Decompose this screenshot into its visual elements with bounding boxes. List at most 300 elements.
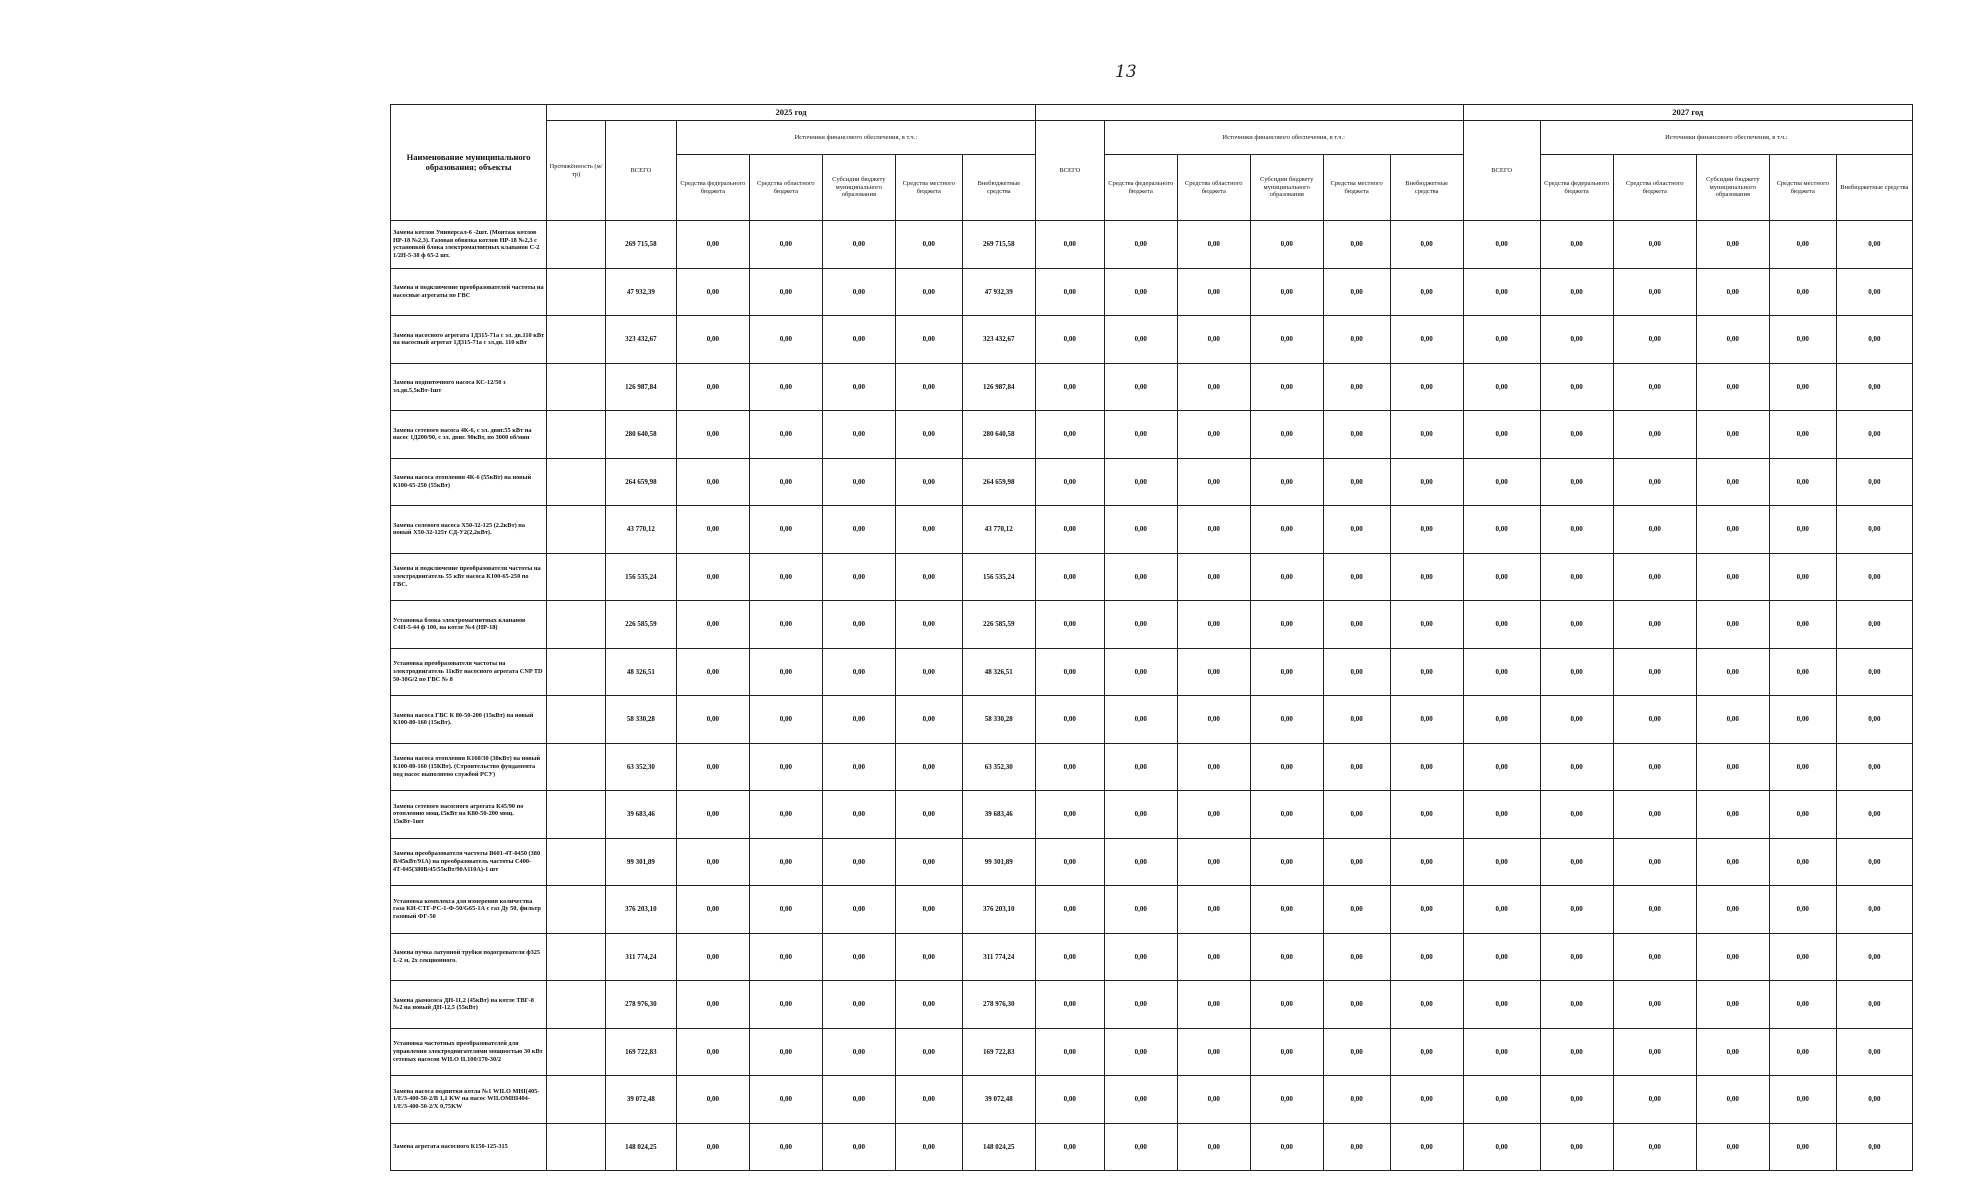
- source-2025-cell: 0,00: [822, 221, 895, 269]
- source-2026-cell: 0,00: [1177, 1028, 1250, 1076]
- source-2027-cell: 0,00: [1769, 743, 1836, 791]
- source-2027-cell: 0,00: [1769, 1123, 1836, 1171]
- source-2027-cell: 0,00: [1696, 1028, 1769, 1076]
- source-2025-cell: 0,00: [822, 363, 895, 411]
- source-2027-cell: 0,00: [1836, 933, 1912, 981]
- source-2026-cell: 0,00: [1104, 743, 1177, 791]
- source-2027-cell: 0,00: [1613, 316, 1696, 364]
- source-2027-cell: 0,00: [1613, 838, 1696, 886]
- source-2027-cell: 0,00: [1769, 601, 1836, 649]
- source-2027-cell: 0,00: [1613, 1028, 1696, 1076]
- source-2027-cell: 0,00: [1836, 981, 1912, 1029]
- source-2025-cell: 0,00: [749, 743, 822, 791]
- object-name-cell: Замена солевого насоса Х50-32-125 (2.2кВт) на новый Х50-32-125т СД-У2(2,2кВт).: [391, 506, 547, 554]
- source-2025-cell: 0,00: [676, 506, 749, 554]
- extrabudget-2025-cell: 39 683,46: [962, 791, 1035, 839]
- source-2027-cell: 0,00: [1540, 506, 1613, 554]
- total-2027-header: ВСЕГО: [1463, 121, 1540, 221]
- source-2027-cell: 0,00: [1836, 316, 1912, 364]
- source-2026-cell: 0,00: [1323, 981, 1390, 1029]
- source-2027-cell: 0,00: [1836, 791, 1912, 839]
- source-2025-cell: 0,00: [676, 1028, 749, 1076]
- source-2026-cell: 0,00: [1177, 363, 1250, 411]
- source-2026-cell: 0,00: [1177, 506, 1250, 554]
- total-2026-cell: 0,00: [1035, 791, 1104, 839]
- source-2026-cell: 0,00: [1390, 411, 1463, 459]
- source-2026-cell: 0,00: [1250, 268, 1323, 316]
- table-row: [391, 553, 1913, 601]
- source-2025-cell: 0,00: [895, 791, 962, 839]
- source-2026-cell: 0,00: [1323, 458, 1390, 506]
- total-2025-cell: 39 683,46: [605, 791, 676, 839]
- capacity-cell: [547, 363, 606, 411]
- capacity-cell: [547, 553, 606, 601]
- total-2025-cell: 63 352,30: [605, 743, 676, 791]
- source-2026-cell: 0,00: [1177, 791, 1250, 839]
- source-2025-cell: 0,00: [895, 838, 962, 886]
- source-2027-cell: 0,00: [1836, 363, 1912, 411]
- source-2026-cell: 0,00: [1177, 743, 1250, 791]
- total-2027-cell: 0,00: [1463, 1076, 1540, 1124]
- extrabudget-2025-cell: 264 659,98: [962, 458, 1035, 506]
- source-header-2026-1: Средства федерального бюджета: [1104, 155, 1177, 221]
- source-2026-cell: 0,00: [1177, 553, 1250, 601]
- source-2026-cell: 0,00: [1250, 886, 1323, 934]
- source-2027-cell: 0,00: [1696, 363, 1769, 411]
- source-2025-cell: 0,00: [895, 696, 962, 744]
- object-name-cell: Замена пучка латунной трубки подогревателя ф325 L-2 м, 2х секционного.: [391, 933, 547, 981]
- total-2027-cell: 0,00: [1463, 1123, 1540, 1171]
- total-2025-cell: 226 585,59: [605, 601, 676, 649]
- total-2025-cell: 269 715,58: [605, 221, 676, 269]
- source-2026-cell: 0,00: [1177, 886, 1250, 934]
- source-2026-cell: 0,00: [1177, 601, 1250, 649]
- total-2025-cell: 264 659,98: [605, 458, 676, 506]
- source-2025-cell: 0,00: [822, 696, 895, 744]
- source-2027-cell: 0,00: [1613, 553, 1696, 601]
- source-2025-cell: 0,00: [822, 791, 895, 839]
- total-2025-cell: 323 432,67: [605, 316, 676, 364]
- source-2027-cell: 0,00: [1769, 791, 1836, 839]
- source-2026-cell: 0,00: [1104, 268, 1177, 316]
- source-2027-cell: 0,00: [1540, 933, 1613, 981]
- source-2027-cell: 0,00: [1696, 838, 1769, 886]
- source-2026-cell: 0,00: [1390, 648, 1463, 696]
- table-row: [391, 791, 1913, 839]
- source-2027-cell: 0,00: [1769, 886, 1836, 934]
- extrabudget-2025-cell: 99 301,89: [962, 838, 1035, 886]
- capacity-cell: [547, 601, 606, 649]
- table-row: [391, 268, 1913, 316]
- source-2025-cell: 0,00: [895, 743, 962, 791]
- capacity-cell: [547, 221, 606, 269]
- source-2025-cell: 0,00: [822, 648, 895, 696]
- source-2025-cell: 0,00: [676, 648, 749, 696]
- table-body: [391, 221, 1913, 1171]
- source-2026-cell: 0,00: [1104, 1028, 1177, 1076]
- table-row: [391, 458, 1913, 506]
- capacity-cell: [547, 838, 606, 886]
- source-header-2026-5: Внебюджетные средства: [1390, 155, 1463, 221]
- total-2025-cell: 311 774,24: [605, 933, 676, 981]
- capacity-cell: [547, 1123, 606, 1171]
- source-2026-cell: 0,00: [1390, 933, 1463, 981]
- object-name-cell: Замена сетевого насосного агрегата К45/90 по отоплению мощ.15кВт на К80-50-200 мощ. 15кВт-1шт: [391, 791, 547, 839]
- total-2027-cell: 0,00: [1463, 506, 1540, 554]
- source-2025-cell: 0,00: [676, 221, 749, 269]
- source-2025-cell: 0,00: [895, 553, 962, 601]
- total-2027-cell: 0,00: [1463, 411, 1540, 459]
- capacity-cell: [547, 743, 606, 791]
- source-2025-cell: 0,00: [822, 838, 895, 886]
- source-2027-cell: 0,00: [1540, 1123, 1613, 1171]
- source-2026-cell: 0,00: [1177, 838, 1250, 886]
- total-2027-cell: 0,00: [1463, 221, 1540, 269]
- source-2025-cell: 0,00: [749, 363, 822, 411]
- capacity-cell: [547, 791, 606, 839]
- source-2027-cell: 0,00: [1696, 601, 1769, 649]
- source-2025-cell: 0,00: [749, 648, 822, 696]
- source-2025-cell: 0,00: [676, 791, 749, 839]
- total-2025-cell: 376 203,10: [605, 886, 676, 934]
- source-2025-cell: 0,00: [749, 458, 822, 506]
- extrabudget-2025-cell: 323 432,67: [962, 316, 1035, 364]
- total-2027-cell: 0,00: [1463, 791, 1540, 839]
- year-2025-header: 2025 год: [547, 105, 1036, 121]
- source-2025-cell: 0,00: [676, 1076, 749, 1124]
- source-2026-cell: 0,00: [1104, 221, 1177, 269]
- source-2025-cell: 0,00: [822, 553, 895, 601]
- table-row: [391, 838, 1913, 886]
- source-2027-cell: 0,00: [1613, 743, 1696, 791]
- source-2025-cell: 0,00: [895, 648, 962, 696]
- table-row: [391, 981, 1913, 1029]
- total-2025-cell: 169 722,83: [605, 1028, 676, 1076]
- capacity-cell: [547, 1028, 606, 1076]
- total-2027-cell: 0,00: [1463, 316, 1540, 364]
- source-2026-cell: 0,00: [1250, 506, 1323, 554]
- source-2027-cell: 0,00: [1613, 221, 1696, 269]
- source-2026-cell: 0,00: [1323, 601, 1390, 649]
- source-2026-cell: 0,00: [1390, 886, 1463, 934]
- source-2026-cell: 0,00: [1104, 411, 1177, 459]
- extrabudget-2025-cell: 47 932,39: [962, 268, 1035, 316]
- source-2026-cell: 0,00: [1177, 458, 1250, 506]
- source-2026-cell: 0,00: [1390, 838, 1463, 886]
- source-2027-cell: 0,00: [1836, 1123, 1912, 1171]
- source-2026-cell: 0,00: [1177, 648, 1250, 696]
- source-2025-cell: 0,00: [895, 506, 962, 554]
- source-2027-cell: 0,00: [1769, 696, 1836, 744]
- source-2027-cell: 0,00: [1540, 1028, 1613, 1076]
- total-2025-cell: 148 024,25: [605, 1123, 676, 1171]
- source-2026-cell: 0,00: [1390, 601, 1463, 649]
- source-2025-cell: 0,00: [749, 1076, 822, 1124]
- extrabudget-2025-cell: 148 024,25: [962, 1123, 1035, 1171]
- source-2025-cell: 0,00: [822, 601, 895, 649]
- table-row: [391, 506, 1913, 554]
- source-2025-cell: 0,00: [676, 411, 749, 459]
- financing-table: [390, 104, 1913, 1171]
- sources-2026-header: Источники финансового обеспечения, в т.ч.:: [1104, 121, 1463, 155]
- source-2026-cell: 0,00: [1177, 696, 1250, 744]
- source-2025-cell: 0,00: [822, 506, 895, 554]
- source-2027-cell: 0,00: [1613, 363, 1696, 411]
- source-2027-cell: 0,00: [1540, 981, 1613, 1029]
- source-2025-cell: 0,00: [895, 221, 962, 269]
- source-2027-cell: 0,00: [1540, 648, 1613, 696]
- object-name-cell: Замена дымососа ДН-11,2 (45кВт) на котле ТВГ-8 №2 на новый ДН-12,5 (55кВт): [391, 981, 547, 1029]
- total-2025-cell: 278 976,30: [605, 981, 676, 1029]
- total-2026-cell: 0,00: [1035, 411, 1104, 459]
- source-2026-cell: 0,00: [1177, 268, 1250, 316]
- source-2027-cell: 0,00: [1613, 268, 1696, 316]
- total-2026-cell: 0,00: [1035, 553, 1104, 601]
- source-2025-cell: 0,00: [895, 933, 962, 981]
- source-2026-cell: 0,00: [1104, 1076, 1177, 1124]
- source-2027-cell: 0,00: [1769, 221, 1836, 269]
- source-2026-cell: 0,00: [1323, 363, 1390, 411]
- source-2026-cell: 0,00: [1323, 1123, 1390, 1171]
- source-2025-cell: 0,00: [676, 601, 749, 649]
- source-2027-cell: 0,00: [1540, 221, 1613, 269]
- source-2027-cell: 0,00: [1696, 981, 1769, 1029]
- table-row: [391, 601, 1913, 649]
- source-2025-cell: 0,00: [749, 553, 822, 601]
- total-2026-cell: 0,00: [1035, 1028, 1104, 1076]
- source-2025-cell: 0,00: [822, 933, 895, 981]
- sources-2025-header: Источники финансового обеспечения, в т.ч.:: [676, 121, 1035, 155]
- source-2025-cell: 0,00: [822, 1028, 895, 1076]
- source-2027-cell: 0,00: [1836, 696, 1912, 744]
- source-2025-cell: 0,00: [749, 1028, 822, 1076]
- source-2026-cell: 0,00: [1323, 316, 1390, 364]
- source-header-2027-5: Внебюджетные средства: [1836, 155, 1912, 221]
- source-2027-cell: 0,00: [1696, 886, 1769, 934]
- source-2025-cell: 0,00: [895, 316, 962, 364]
- source-2027-cell: 0,00: [1769, 316, 1836, 364]
- source-2025-cell: 0,00: [749, 221, 822, 269]
- table-row: [391, 743, 1913, 791]
- total-2027-cell: 0,00: [1463, 933, 1540, 981]
- source-2025-cell: 0,00: [676, 553, 749, 601]
- total-2026-cell: 0,00: [1035, 981, 1104, 1029]
- source-2026-cell: 0,00: [1323, 411, 1390, 459]
- total-2027-cell: 0,00: [1463, 743, 1540, 791]
- source-2025-cell: 0,00: [822, 316, 895, 364]
- object-name-cell: Установка блока электромагнитных клапанов С4Н-5-44 ф 100, на котле №4 (НР-18): [391, 601, 547, 649]
- source-2027-cell: 0,00: [1769, 553, 1836, 601]
- source-2025-cell: 0,00: [676, 981, 749, 1029]
- source-2025-cell: 0,00: [895, 1028, 962, 1076]
- source-2026-cell: 0,00: [1390, 791, 1463, 839]
- total-2025-cell: 156 535,24: [605, 553, 676, 601]
- source-2027-cell: 0,00: [1696, 933, 1769, 981]
- source-2027-cell: 0,00: [1836, 458, 1912, 506]
- source-header-2025-5: Внебюджетные средства: [962, 155, 1035, 221]
- year-2027-header: 2027 год: [1463, 105, 1912, 121]
- source-2026-cell: 0,00: [1177, 981, 1250, 1029]
- source-2025-cell: 0,00: [676, 268, 749, 316]
- source-2026-cell: 0,00: [1390, 1123, 1463, 1171]
- capacity-cell: [547, 696, 606, 744]
- source-2026-cell: 0,00: [1323, 696, 1390, 744]
- source-2027-cell: 0,00: [1836, 411, 1912, 459]
- source-2027-cell: 0,00: [1696, 791, 1769, 839]
- source-2027-cell: 0,00: [1613, 696, 1696, 744]
- total-2027-cell: 0,00: [1463, 696, 1540, 744]
- source-header-2027-3: Субсидии бюджету муниципального образования: [1696, 155, 1769, 221]
- source-2026-cell: 0,00: [1104, 933, 1177, 981]
- source-2025-cell: 0,00: [749, 1123, 822, 1171]
- object-name-cell: Установка частотных преобразователей для управления электродвигателями мощностью 30 кВт сетевых насосов WILO IL100/170-30/2: [391, 1028, 547, 1076]
- extrabudget-2025-cell: 269 715,58: [962, 221, 1035, 269]
- source-2026-cell: 0,00: [1390, 458, 1463, 506]
- source-2026-cell: 0,00: [1250, 553, 1323, 601]
- total-2026-cell: 0,00: [1035, 221, 1104, 269]
- source-2027-cell: 0,00: [1540, 743, 1613, 791]
- table-row: [391, 1123, 1913, 1171]
- source-2026-cell: 0,00: [1250, 458, 1323, 506]
- table-row: [391, 933, 1913, 981]
- source-2027-cell: 0,00: [1613, 648, 1696, 696]
- source-2026-cell: 0,00: [1104, 458, 1177, 506]
- capacity-cell: [547, 933, 606, 981]
- total-2027-cell: 0,00: [1463, 363, 1540, 411]
- source-2025-cell: 0,00: [822, 1123, 895, 1171]
- source-2026-cell: 0,00: [1390, 553, 1463, 601]
- source-2027-cell: 0,00: [1769, 458, 1836, 506]
- source-2026-cell: 0,00: [1250, 648, 1323, 696]
- source-2026-cell: 0,00: [1250, 743, 1323, 791]
- source-2025-cell: 0,00: [895, 458, 962, 506]
- source-2027-cell: 0,00: [1769, 1076, 1836, 1124]
- source-2027-cell: 0,00: [1696, 221, 1769, 269]
- object-name-cell: Установка преобразователя частоты на электродвигатель 11кВт насосного агрегата CNP TD 50-30G/2 по ГВС № 8: [391, 648, 547, 696]
- source-header-2025-3: Субсидии бюджету муниципального образования: [822, 155, 895, 221]
- source-2025-cell: 0,00: [676, 1123, 749, 1171]
- source-2027-cell: 0,00: [1836, 1076, 1912, 1124]
- source-2027-cell: 0,00: [1769, 648, 1836, 696]
- source-2027-cell: 0,00: [1540, 316, 1613, 364]
- source-2026-cell: 0,00: [1323, 1076, 1390, 1124]
- source-2027-cell: 0,00: [1540, 1076, 1613, 1124]
- total-2027-cell: 0,00: [1463, 981, 1540, 1029]
- source-2026-cell: 0,00: [1104, 696, 1177, 744]
- source-2027-cell: 0,00: [1769, 933, 1836, 981]
- total-2026-cell: 0,00: [1035, 648, 1104, 696]
- source-2026-cell: 0,00: [1250, 981, 1323, 1029]
- capacity-cell: [547, 411, 606, 459]
- source-2026-cell: 0,00: [1177, 1123, 1250, 1171]
- source-2027-cell: 0,00: [1613, 506, 1696, 554]
- source-header-2026-3: Субсидии бюджету муниципального образования: [1250, 155, 1323, 221]
- table-row: [391, 316, 1913, 364]
- source-2027-cell: 0,00: [1613, 1076, 1696, 1124]
- total-2026-cell: 0,00: [1035, 1076, 1104, 1124]
- capacity-cell: [547, 458, 606, 506]
- source-2026-cell: 0,00: [1250, 316, 1323, 364]
- source-header-2027-4: Средства местного бюджета: [1769, 155, 1836, 221]
- table-header: [391, 105, 1913, 221]
- source-2027-cell: 0,00: [1696, 553, 1769, 601]
- object-name-cell: Замена агрегата насосного К150-125-315: [391, 1123, 547, 1171]
- name-column-header: Наименование муниципального образования; объекты: [391, 105, 547, 221]
- source-2027-cell: 0,00: [1540, 601, 1613, 649]
- source-2027-cell: 0,00: [1836, 553, 1912, 601]
- source-2027-cell: 0,00: [1769, 1028, 1836, 1076]
- source-2027-cell: 0,00: [1540, 363, 1613, 411]
- source-2027-cell: 0,00: [1613, 458, 1696, 506]
- source-2027-cell: 0,00: [1769, 363, 1836, 411]
- source-2025-cell: 0,00: [676, 696, 749, 744]
- source-2027-cell: 0,00: [1696, 696, 1769, 744]
- source-header-2025-1: Средства федерального бюджета: [676, 155, 749, 221]
- total-2026-cell: 0,00: [1035, 743, 1104, 791]
- source-2027-cell: 0,00: [1836, 506, 1912, 554]
- source-2026-cell: 0,00: [1177, 933, 1250, 981]
- capacity-cell: [547, 648, 606, 696]
- source-2026-cell: 0,00: [1390, 363, 1463, 411]
- source-2026-cell: 0,00: [1390, 743, 1463, 791]
- total-2025-cell: 39 072,48: [605, 1076, 676, 1124]
- source-2025-cell: 0,00: [895, 363, 962, 411]
- source-2026-cell: 0,00: [1104, 506, 1177, 554]
- source-2026-cell: 0,00: [1250, 933, 1323, 981]
- total-2025-cell: 126 987,84: [605, 363, 676, 411]
- source-2025-cell: 0,00: [676, 316, 749, 364]
- source-2026-cell: 0,00: [1104, 648, 1177, 696]
- source-2027-cell: 0,00: [1540, 838, 1613, 886]
- source-2025-cell: 0,00: [749, 933, 822, 981]
- source-2026-cell: 0,00: [1104, 981, 1177, 1029]
- source-2026-cell: 0,00: [1390, 1076, 1463, 1124]
- source-2025-cell: 0,00: [676, 458, 749, 506]
- object-name-cell: Замена преобразователя частоты В601-4Т-0450 (380 В/45кВт/91А) на преобразователь частоты С400-4Т-045(380В/45/55кВт/90А110А)-1 шт: [391, 838, 547, 886]
- source-2026-cell: 0,00: [1104, 363, 1177, 411]
- source-2027-cell: 0,00: [1769, 411, 1836, 459]
- source-2027-cell: 0,00: [1696, 316, 1769, 364]
- total-2025-header: ВСЕГО: [605, 121, 676, 221]
- source-2025-cell: 0,00: [749, 316, 822, 364]
- source-2026-cell: 0,00: [1104, 791, 1177, 839]
- source-2027-cell: 0,00: [1613, 1123, 1696, 1171]
- sources-2027-header: Источники финансового обеспечения, в т.ч.:: [1540, 121, 1912, 155]
- source-2025-cell: 0,00: [822, 1076, 895, 1124]
- source-2025-cell: 0,00: [749, 411, 822, 459]
- table-row: [391, 363, 1913, 411]
- source-2025-cell: 0,00: [749, 696, 822, 744]
- source-2026-cell: 0,00: [1323, 838, 1390, 886]
- source-2027-cell: 0,00: [1769, 268, 1836, 316]
- source-2025-cell: 0,00: [749, 601, 822, 649]
- source-2027-cell: 0,00: [1613, 886, 1696, 934]
- source-2026-cell: 0,00: [1323, 886, 1390, 934]
- source-2026-cell: 0,00: [1323, 506, 1390, 554]
- source-2025-cell: 0,00: [749, 506, 822, 554]
- total-2025-cell: 280 640,58: [605, 411, 676, 459]
- source-2026-cell: 0,00: [1177, 1076, 1250, 1124]
- source-2027-cell: 0,00: [1540, 458, 1613, 506]
- source-2025-cell: 0,00: [749, 838, 822, 886]
- source-2026-cell: 0,00: [1390, 981, 1463, 1029]
- source-2027-cell: 0,00: [1613, 411, 1696, 459]
- total-2027-cell: 0,00: [1463, 886, 1540, 934]
- source-2025-cell: 0,00: [895, 411, 962, 459]
- total-2026-cell: 0,00: [1035, 268, 1104, 316]
- source-2025-cell: 0,00: [895, 601, 962, 649]
- table-row: [391, 648, 1913, 696]
